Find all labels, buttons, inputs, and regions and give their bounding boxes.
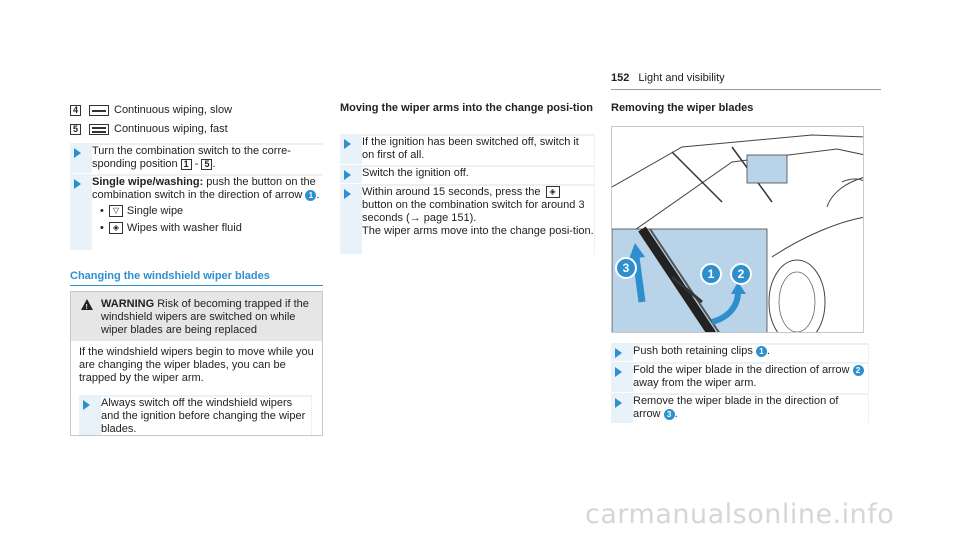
bullet-label: Wipes with washer fluid — [126, 222, 242, 234]
step-text — [92, 176, 332, 250]
step-bold-label: Single wipe/washing: — [92, 176, 204, 188]
step-arrow-icon — [344, 189, 351, 199]
bullet-wipe-washer: • ◈ Wipes with washer fluid — [100, 222, 242, 234]
step-text — [362, 186, 594, 254]
step-press-button — [340, 184, 595, 254]
single-wipe-icon: ▽ — [109, 205, 123, 217]
callout-1: 1 — [305, 190, 316, 201]
step-remove-blade — [611, 393, 869, 423]
continuous-fast-icon — [89, 124, 109, 135]
column-3-title: Removing the wiper blades — [611, 102, 754, 114]
warning-box — [70, 291, 323, 436]
position-key-5b: 5 — [201, 159, 212, 170]
step-arrow-icon — [83, 400, 90, 410]
page-header — [611, 72, 881, 90]
step-text — [633, 345, 868, 361]
step-text — [633, 364, 868, 392]
callout-2: 2 — [853, 365, 864, 376]
position-key-4: 4 — [70, 105, 81, 116]
step-text — [633, 395, 868, 423]
watermark: carmanualsonline.info — [585, 499, 895, 530]
continuous-slow-icon — [89, 105, 109, 116]
step-arrow-icon — [344, 170, 351, 180]
callout-1: 1 — [756, 346, 767, 357]
inset-highlight — [747, 155, 787, 183]
wiper-blade-figure — [611, 126, 864, 333]
step-arrow-icon — [615, 348, 622, 358]
step-text-pre: Remove the wiper blade in the direction of arrow — [633, 395, 839, 420]
figure-callout-3: 3 — [615, 257, 637, 279]
figure-callout-2: 2 — [730, 263, 752, 285]
position-5-line — [70, 123, 228, 136]
step-text-pre: Within around 15 seconds, press the — [362, 186, 544, 198]
step-arrow-icon — [74, 179, 81, 189]
step-text-main: push the button on the combination switch in the direction of arrow — [92, 176, 316, 201]
warning-icon — [81, 299, 93, 310]
warning-header — [71, 292, 322, 341]
step-text-post: . — [316, 189, 320, 201]
step-text-post: . — [766, 345, 770, 357]
step-arrow-icon — [615, 367, 622, 377]
warning-title: WARNING — [101, 298, 155, 310]
callout-3: 3 — [664, 409, 675, 420]
position-5-label: Continuous wiping, fast — [114, 123, 228, 135]
step-push-clips — [611, 343, 869, 361]
step-text-post: . — [212, 158, 216, 170]
step-text-pre: Turn the combination switch to the corre-sponding position — [92, 145, 291, 170]
bullet-single-wipe: • ▽ Single wipe — [100, 205, 184, 217]
position-4-line — [70, 104, 232, 117]
step-text-dash: - — [191, 158, 202, 170]
step-text-post: away from the wiper arm. — [633, 377, 757, 389]
step-text-line2: The wiper arms move into the change posi-tion. — [362, 225, 594, 237]
step-text — [92, 145, 332, 173]
step-text-post: button on the combination switch for around 3 seconds (→ page 151). — [362, 199, 585, 224]
step-ignition-off — [340, 165, 595, 183]
section-title: Changing the windshield wiper blades — [70, 270, 323, 286]
figure-callout-1: 1 — [700, 263, 722, 285]
warning-head-text: Risk of becoming trapped if the windshield wipers are switched on while wiper blades are being replaced — [101, 298, 309, 336]
step-text: If the ignition has been switched off, switch it on first of all. — [362, 136, 594, 164]
page-number: 152 — [611, 72, 630, 84]
car-illustration — [612, 127, 864, 333]
step-fold-blade — [611, 362, 869, 392]
position-4-label: Continuous wiping, slow — [114, 104, 233, 116]
step-text-post: . — [674, 408, 678, 420]
step-arrow-icon — [74, 148, 81, 158]
step-turn-switch — [70, 143, 323, 173]
step-arrow-icon — [615, 398, 622, 408]
step-text-pre: Fold the wiper blade in the direction of arrow — [633, 364, 853, 376]
step-text-pre: Push both retaining clips — [633, 345, 756, 357]
warning-body — [71, 341, 322, 440]
step-text: Switch the ignition off. — [362, 167, 594, 183]
wipe-washer-icon: ◈ — [546, 186, 560, 198]
warning-body-text: If the windshield wipers begin to move while you are changing the wiper blades, you can be trapped by the wiper arm. — [79, 346, 314, 384]
position-key-1: 1 — [181, 159, 192, 170]
page-title: Light and visibility — [638, 72, 725, 84]
column-2-title: Moving the wiper arms into the change posi-tion — [340, 102, 594, 114]
step-arrow-icon — [344, 139, 351, 149]
step-single-wipe — [70, 174, 323, 250]
warning-step — [79, 395, 312, 435]
bullet-label: Single wipe — [126, 205, 184, 217]
warning-step-text: Always switch off the windshield wipers and the ignition before changing the wiper blades. — [101, 397, 311, 435]
position-key-5: 5 — [70, 124, 81, 135]
wipe-washer-icon: ◈ — [109, 222, 123, 234]
step-ignition-on — [340, 134, 595, 164]
